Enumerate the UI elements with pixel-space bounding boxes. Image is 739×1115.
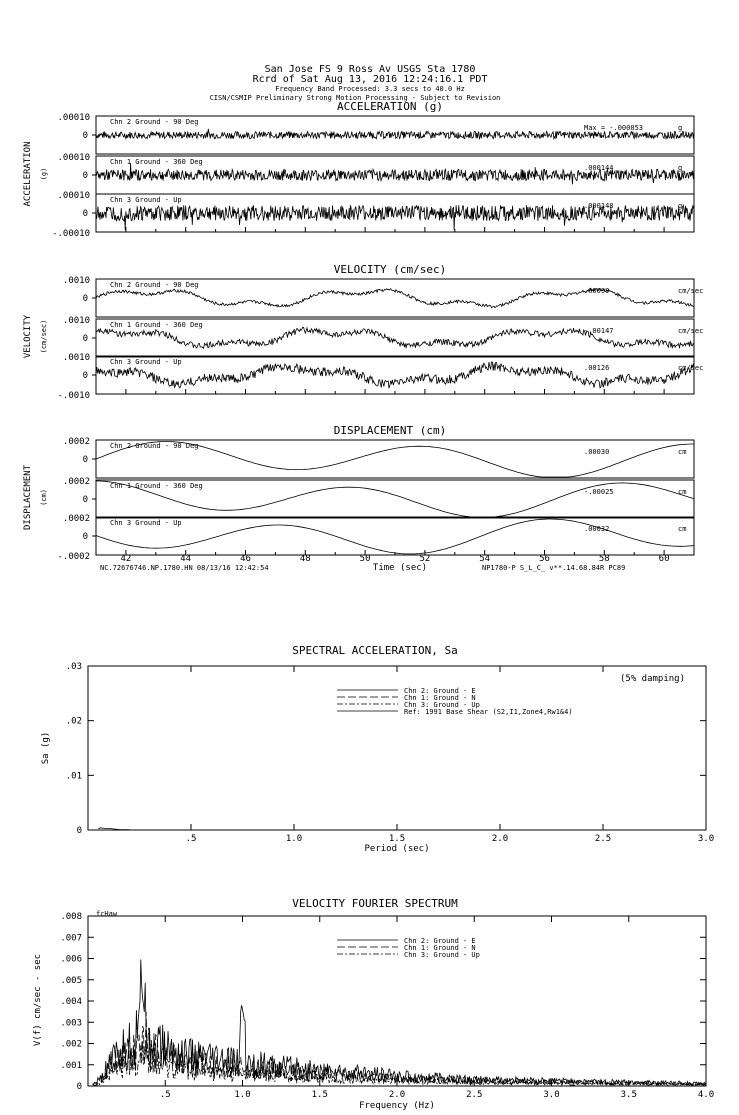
time-axis xyxy=(100,554,670,573)
sa-x-tick-label: .5 xyxy=(185,834,197,844)
sa-x-tick-label: 1.5 xyxy=(388,834,406,844)
acceleration-channel-name: Chn 2 Ground - 90 Deg xyxy=(110,118,199,126)
acceleration-unit-label: g xyxy=(678,202,683,210)
velocity-peak-value: .00126 xyxy=(584,364,610,372)
acceleration-peak-value: Max = -.000053 xyxy=(584,124,644,132)
displacement-channel-frame xyxy=(96,517,694,555)
acceleration-peak-value: .000148 xyxy=(584,202,614,210)
acceleration-side-label: ACCELERATION xyxy=(23,141,33,207)
velocity-top-tick: .0010 xyxy=(62,353,90,363)
displacement-channel-name: Chn 2 Ground - 90 Deg xyxy=(110,442,199,450)
fs-y-label: V(f) cm/sec - sec xyxy=(33,953,43,1047)
fs-series-line xyxy=(93,960,706,1085)
displacement-peak-value: .00032 xyxy=(584,525,610,533)
velocity-unit-label: cm/sec xyxy=(678,287,704,295)
displacement-top-tick: .0002 xyxy=(62,477,90,487)
velocity-channel-frame xyxy=(96,356,694,394)
fs-y-tick-label: .003 xyxy=(60,1018,82,1029)
fs-x-tick-label: 1.5 xyxy=(311,1090,328,1100)
sa-y-label: Sa (g) xyxy=(41,731,51,765)
fs-legend xyxy=(337,937,480,959)
acceleration-unit-label: g xyxy=(678,124,683,132)
acceleration-side-unit: (g) xyxy=(40,167,48,181)
footer-record-id: NC.72676746.NP.1780.HN 08/13/16 12:42:54 xyxy=(100,564,269,572)
time-tick-label: 50 xyxy=(359,554,371,564)
sa-title: SPECTRAL ACCELERATION, Sa xyxy=(292,644,458,657)
velocity-zero-tick: 0 xyxy=(82,334,88,344)
fs-legend-label: Chn 1: Ground - N xyxy=(404,944,476,952)
velocity-zero-tick: 0 xyxy=(82,294,88,304)
fs-y-tick-label: .001 xyxy=(60,1060,82,1071)
displacement-side-unit: (cm) xyxy=(40,489,48,506)
fs-x-tick-label: .5 xyxy=(159,1090,171,1100)
velocity-channel-name: Chn 2 Ground - 90 Deg xyxy=(110,281,199,289)
fs-title: VELOCITY FOURIER SPECTRUM xyxy=(292,897,458,910)
time-tick-label: 54 xyxy=(479,554,491,564)
displacement-zero-tick: 0 xyxy=(82,455,88,465)
displacement-channel-name: Chn 3 Ground - Up xyxy=(110,519,182,527)
sa-y-tick-label: .03 xyxy=(65,662,82,672)
time-tick-label: 58 xyxy=(598,554,610,564)
sa-x-tick-label: 2.5 xyxy=(594,834,612,844)
fs-y-tick-label: .004 xyxy=(60,997,82,1007)
acceleration-panel xyxy=(23,100,694,239)
time-tick-label: 52 xyxy=(419,554,431,564)
sa-x-label: Period (sec) xyxy=(364,844,430,854)
displacement-side-label: DISPLACEMENT xyxy=(23,464,33,531)
velocity-unit-label: cm/sec xyxy=(678,327,704,335)
acceleration-unit-label: g xyxy=(678,164,683,172)
sa-x-tick-label: 2.0 xyxy=(491,834,509,844)
displacement-unit-label: cm xyxy=(678,488,687,496)
time-tick-label: 56 xyxy=(539,554,550,564)
sa-x-tick-label: 3.0 xyxy=(697,834,715,844)
time-tick-label: 48 xyxy=(299,554,311,564)
fs-x-tick-label: 2.0 xyxy=(388,1090,406,1100)
velocity-unit-label: cm/sec xyxy=(678,364,704,372)
acceleration-top-tick: .00010 xyxy=(57,113,90,123)
fs-y-tick-label: .006 xyxy=(60,954,82,965)
displacement-channel-name: Chn 1 Ground - 360 Deg xyxy=(110,482,203,490)
acceleration-zero-tick: 0 xyxy=(82,171,88,181)
velocity-top-tick: .0010 xyxy=(62,316,90,326)
sa-damping-note: (5% damping) xyxy=(620,674,686,684)
acceleration-zero-tick: 0 xyxy=(82,131,88,141)
header-frequency-band: Frequency Band Processed: 3.3 secs to 40.0 Hz xyxy=(275,85,465,93)
acceleration-title: ACCELERATION (g) xyxy=(337,100,443,113)
acceleration-top-tick: .00010 xyxy=(57,191,90,201)
sa-legend-label: Chn 3: Ground - Up xyxy=(404,701,480,709)
fs-x-label: Frequency (Hz) xyxy=(359,1101,435,1111)
fs-y-tick-label: .005 xyxy=(60,975,82,986)
header-record: Rcrd of Sat Aug 13, 2016 12:24:16.1 PDT xyxy=(252,74,488,85)
fs-y-tick-label: .008 xyxy=(60,912,82,922)
displacement-title: DISPLACEMENT (cm) xyxy=(333,424,447,437)
displacement-bottom-tick: -.0002 xyxy=(57,552,90,562)
acceleration-top-tick: .00010 xyxy=(57,153,90,163)
spectral-acceleration-chart xyxy=(41,644,714,854)
footer-processing-id: NP1780-P S_L_C_ v**.14.68.84R PC89 xyxy=(482,564,626,572)
velocity-panel xyxy=(23,263,703,401)
sa-plot-frame xyxy=(88,666,706,830)
acceleration-zero-tick: 0 xyxy=(82,209,88,219)
velocity-fourier-spectrum-chart xyxy=(33,897,714,1111)
velocity-top-tick: .0010 xyxy=(62,276,90,286)
fs-x-tick-label: 3.5 xyxy=(620,1090,637,1100)
displacement-peak-value: .00030 xyxy=(584,448,610,456)
sa-legend xyxy=(337,687,573,716)
sa-y-tick-label: .02 xyxy=(65,716,82,727)
fs-series xyxy=(93,960,706,1086)
time-axis-label: Time (sec) xyxy=(372,563,428,573)
acceleration-channel-name: Chn 1 Ground - 360 Deg xyxy=(110,158,203,166)
displacement-top-tick: .0002 xyxy=(62,514,90,524)
time-tick-label: 60 xyxy=(658,554,670,564)
fs-x-tick-label: 4.0 xyxy=(697,1090,715,1100)
acceleration-channel-name: Chn 3 Ground - Up xyxy=(110,196,182,204)
sa-legend-label: Chn 1: Ground - N xyxy=(404,694,476,702)
time-tick-label: 44 xyxy=(180,554,192,564)
sa-legend-label: Ref: 1991 Base Shear (S2,I1,Zone4,Rw1&4) xyxy=(404,708,573,716)
velocity-channel-name: Chn 1 Ground - 360 Deg xyxy=(110,321,203,329)
displacement-zero-tick: 0 xyxy=(82,495,88,505)
velocity-side-label: VELOCITY xyxy=(23,314,33,359)
velocity-side-unit: (cm/sec) xyxy=(40,319,48,354)
velocity-channel-name: Chn 3 Ground - Up xyxy=(110,358,182,366)
velocity-title: VELOCITY (cm/sec) xyxy=(333,263,447,276)
time-tick-label: 46 xyxy=(240,554,251,564)
acceleration-peak-value: .000144 xyxy=(584,164,614,172)
fs-x-tick-label: 1.0 xyxy=(234,1090,251,1100)
fs-corner-label: fcHaw xyxy=(96,910,118,918)
fs-y-tick-label: 0 xyxy=(76,1082,82,1092)
displacement-unit-label: cm xyxy=(678,525,687,533)
fs-legend-label: Chn 2: Ground - E xyxy=(404,937,476,945)
header-station: San Jose FS 9 Ross Av USGS Sta 1780 xyxy=(264,64,476,75)
fs-x-tick-label: 2.5 xyxy=(466,1090,483,1100)
fs-legend-label: Chn 3: Ground - Up xyxy=(404,951,480,959)
sa-y-tick-label: 0 xyxy=(76,826,82,836)
velocity-peak-value: .00099 xyxy=(584,287,610,295)
displacement-panel xyxy=(23,424,694,562)
sa-series-line xyxy=(98,828,129,830)
displacement-zero-tick: 0 xyxy=(82,532,88,542)
fs-y-tick-label: .007 xyxy=(60,933,82,944)
velocity-bottom-tick: -.0010 xyxy=(57,391,90,401)
sa-x-tick-label: 1.0 xyxy=(285,834,303,844)
time-tick-label: 42 xyxy=(120,554,132,564)
fs-x-tick-label: 3.0 xyxy=(543,1090,560,1100)
velocity-peak-value: -.00147 xyxy=(584,327,614,335)
velocity-zero-tick: 0 xyxy=(82,371,88,381)
displacement-peak-value: -.00025 xyxy=(584,488,614,496)
sa-y-tick-label: .01 xyxy=(65,771,82,782)
fs-y-tick-label: .002 xyxy=(60,1039,82,1050)
acceleration-bottom-tick: -.00010 xyxy=(52,229,90,239)
sa-ticks xyxy=(66,662,714,844)
displacement-unit-label: cm xyxy=(678,448,687,456)
displacement-top-tick: .0002 xyxy=(62,437,90,447)
sa-legend-label: Chn 2: Ground - E xyxy=(404,687,476,695)
header-processing-note: CISN/CSMIP Preliminary Strong Motion Processing - Subject to Revision xyxy=(209,94,501,102)
